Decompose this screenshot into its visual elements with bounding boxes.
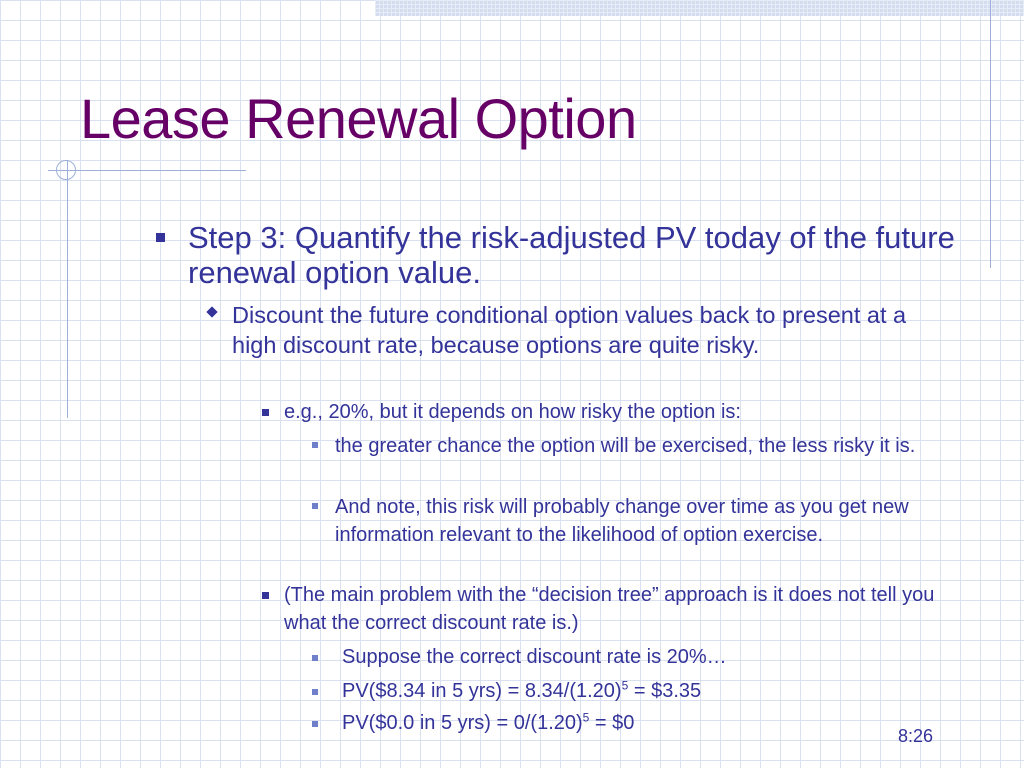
bullet-suppose [342,643,962,671]
pv2-base: PV($0.0 in 5 yrs) = 0/(1.20) [342,712,583,734]
main-problem-text: (The main problem with the “decision tree” approach is it does not tell you what the correct discount rate is.) [284,584,935,634]
bullet-main-problem [284,581,944,637]
left-decorative-line [67,160,68,418]
bullet-pv1 [342,677,962,705]
greater-chance-text: the greater chance the option will be exercised, the less risky it is. [335,435,916,457]
note-text: And note, this risk will probably change over time as you get new information relevant to the likelihood of option exercise. [335,496,909,546]
square-bullet-icon [312,689,318,695]
square-bullet-icon [262,592,269,599]
pv1-exponent: 5 [621,678,629,693]
eg-text: e.g., 20%, but it depends on how risky the option is: [284,401,741,423]
square-bullet-icon [312,503,318,509]
bullet-step3 [188,220,958,290]
bullet-pv2 [342,709,962,737]
pv1-result: = $3.35 [628,680,702,702]
ring-decoration [56,160,76,180]
page-number: 8:26 [898,726,934,746]
square-bullet-icon [262,409,269,416]
square-bullet-icon [156,233,165,242]
top-decorative-band [375,0,1024,16]
pv1-formula [342,677,962,705]
square-bullet-icon [312,721,318,727]
square-bullet-icon [312,442,318,448]
pv1-base: PV($8.34 in 5 yrs) = 8.34/(1.20) [342,680,622,702]
pv2-exponent: 5 [582,710,590,725]
bullet-eg [284,398,944,426]
bullet-discount [232,300,922,360]
pv2-result: = $0 [589,712,635,734]
bullet-greater-chance [335,432,955,460]
slide-title: Lease Renewal Option [80,87,637,150]
discount-text: Discount the future conditional option values back to present at a high discount rate, because options are quite risky. [232,302,907,358]
title-underline-decoration [48,170,246,171]
step3-text: Step 3: Quantify the risk-adjusted PV today of the future renewal option value. [188,220,955,290]
pv2-formula [342,709,962,737]
right-decorative-line [990,0,991,268]
square-bullet-icon [312,655,318,661]
bullet-note [335,493,955,549]
suppose-text: Suppose the correct discount rate is 20%… [342,646,727,668]
diamond-bullet-icon [206,306,217,317]
